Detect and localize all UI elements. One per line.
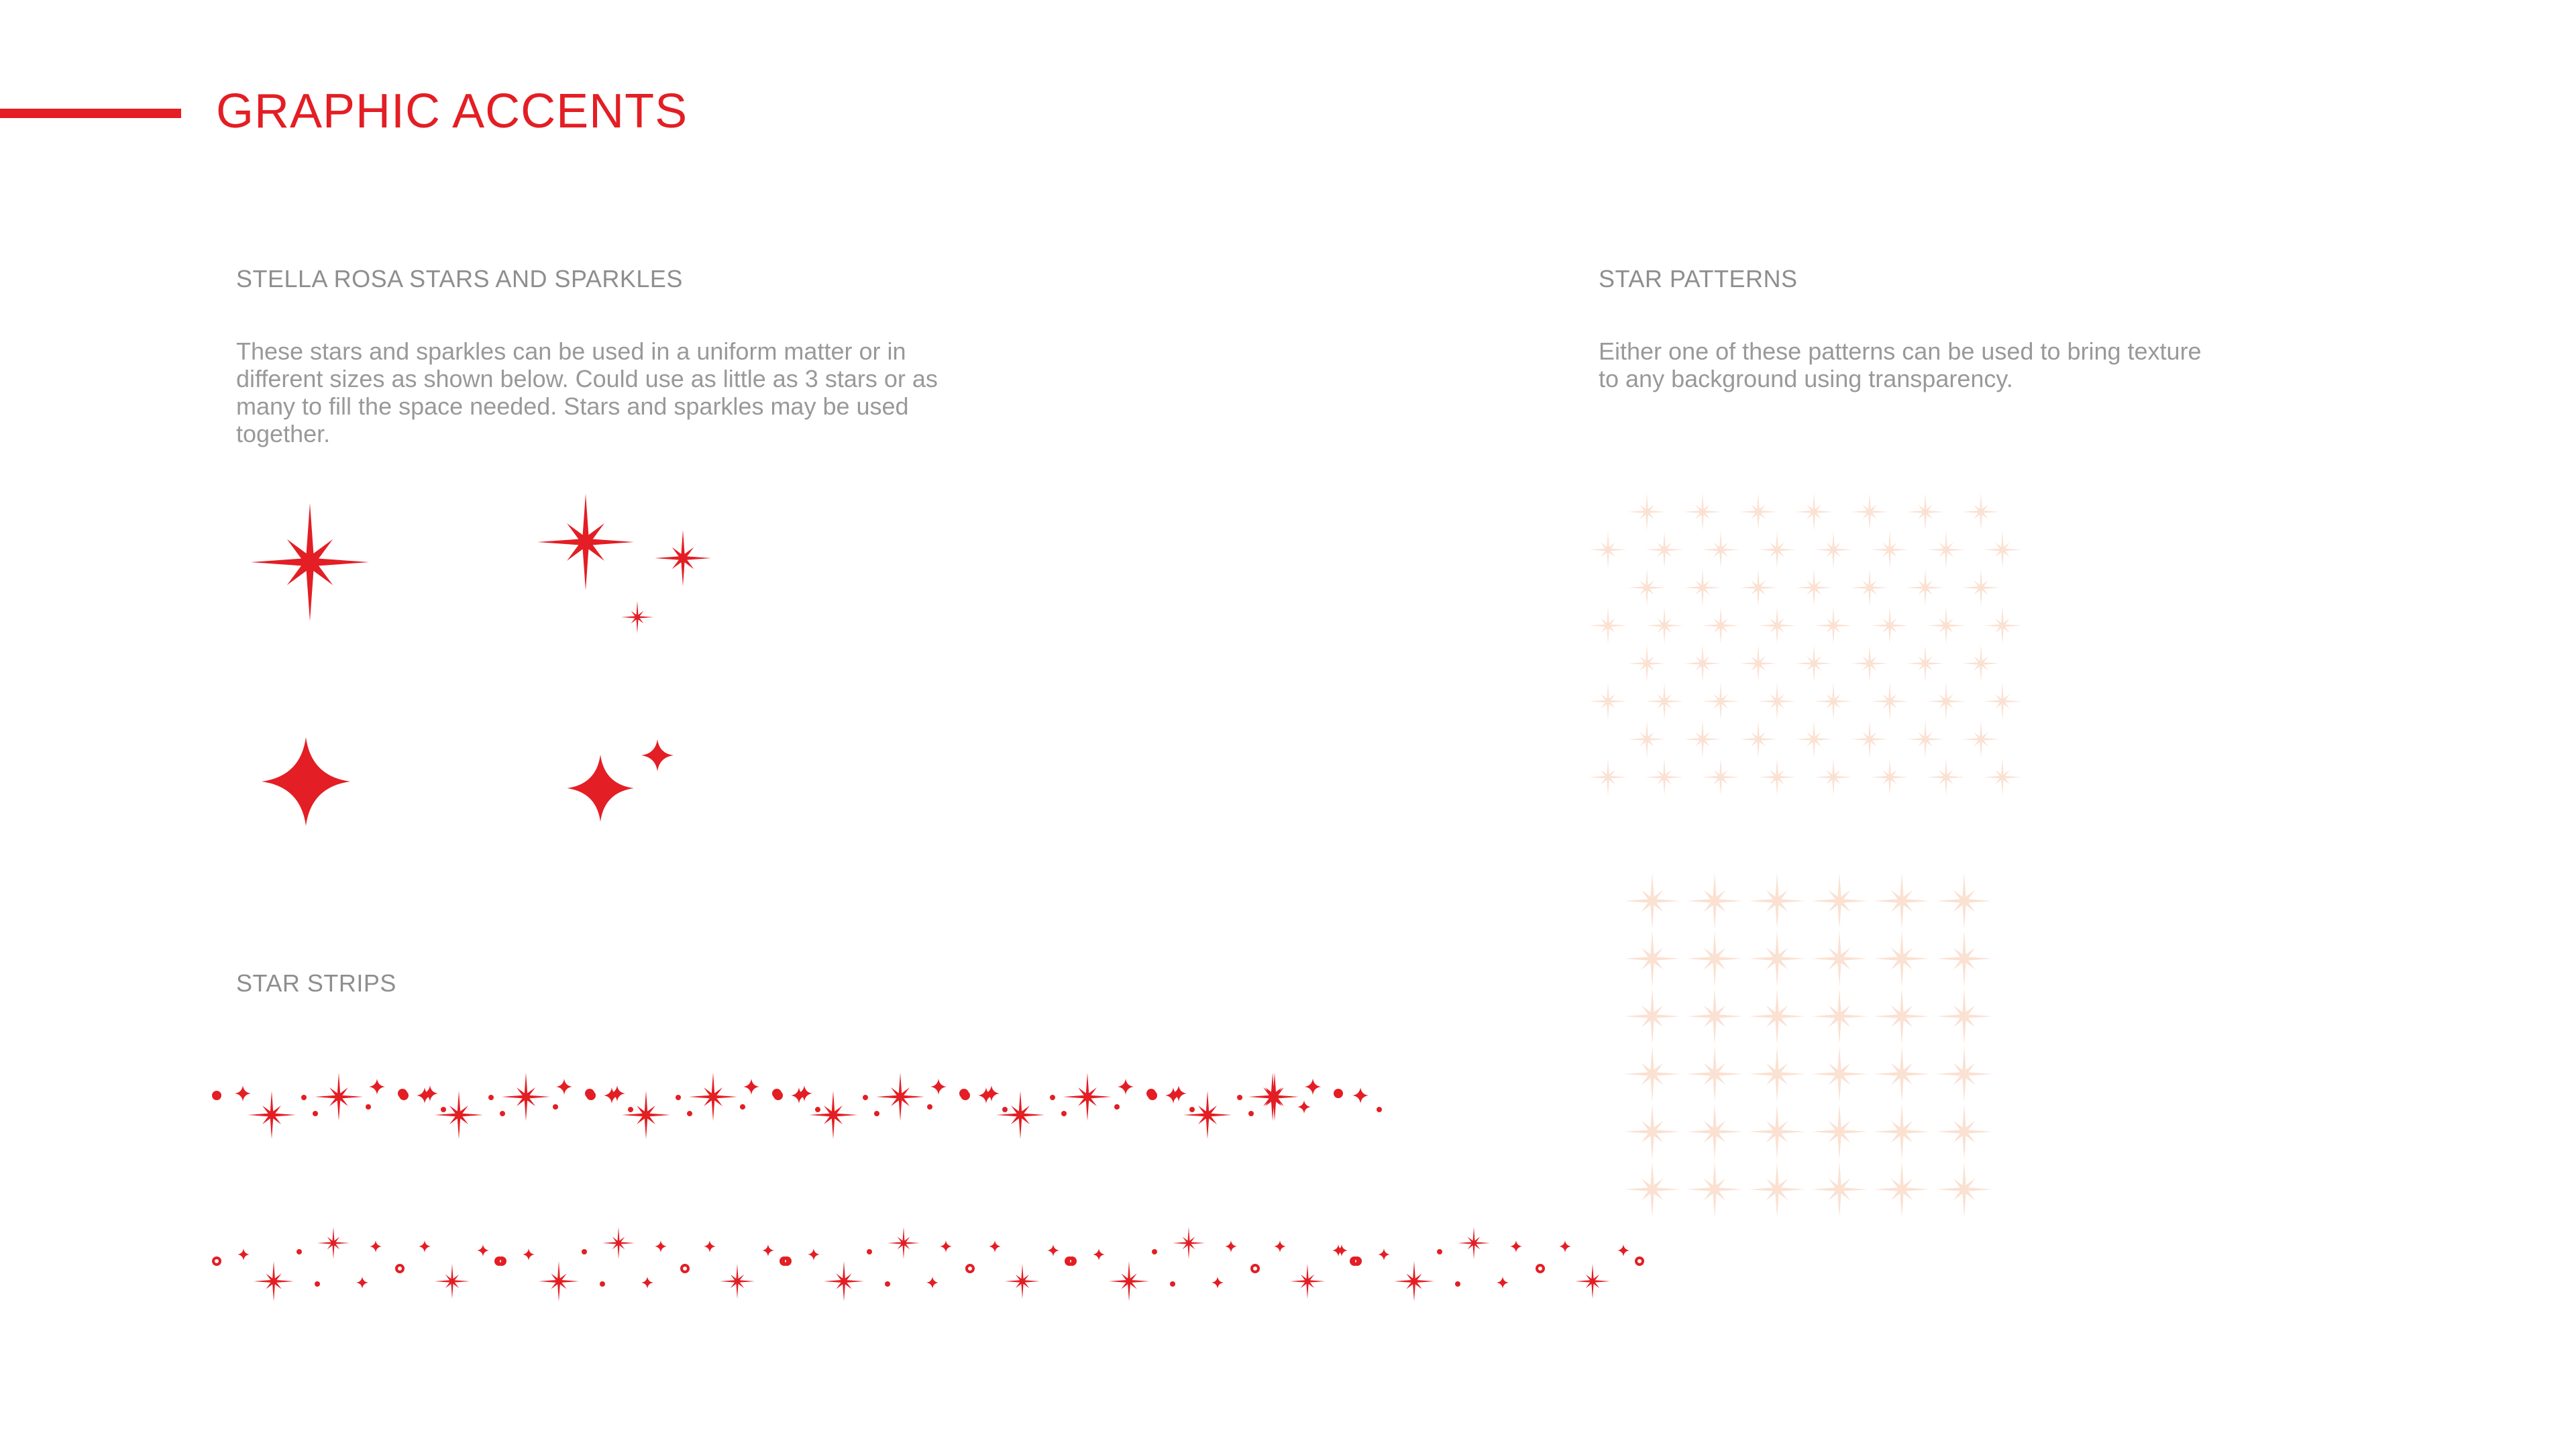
pattern-star-icon (1927, 683, 1965, 720)
dot-icon (399, 1091, 409, 1100)
pattern-star-icon (1749, 873, 1805, 929)
pattern-star-icon (1874, 930, 1930, 987)
star-patterns-description: Either one of these patterns can be used to bring texture to any background using transparency. (1599, 337, 2202, 392)
sparkle-icon (926, 1277, 938, 1289)
dot-icon (628, 1107, 633, 1112)
pattern-star-icon (1962, 720, 2000, 758)
dot-icon (1002, 1107, 1008, 1112)
star-icon (435, 1091, 483, 1139)
pattern-star-icon (1686, 930, 1743, 987)
pattern-star-icon (1628, 720, 1666, 758)
pattern-star-icon (1702, 683, 1739, 720)
pattern-star-icon (1936, 1046, 1992, 1102)
dot-icon (1189, 1107, 1195, 1112)
pattern-star-icon (1907, 720, 1944, 758)
pattern-star-icon (1628, 569, 1666, 606)
pattern-star-icon (1628, 493, 1666, 531)
sparkle-icon (1352, 1087, 1368, 1104)
pattern-star-icon (1749, 1161, 1805, 1218)
dot-icon (586, 1091, 596, 1100)
pattern-star-icon (1851, 645, 1888, 682)
sparkle-icon (641, 739, 674, 771)
sparkle-icon (356, 1277, 368, 1289)
pattern-star-icon (1795, 493, 1833, 531)
dot-icon (301, 1095, 307, 1100)
star-icon (1394, 1261, 1434, 1301)
pattern-star-icon (1874, 988, 1930, 1044)
sparkle-icon (641, 1277, 653, 1289)
pattern-star-icon (1624, 873, 1680, 929)
page-title: GRAPHIC ACCENTS (216, 85, 688, 138)
star-icon (888, 1227, 920, 1259)
pattern-star-icon (1646, 683, 1683, 720)
star-icon (539, 1261, 579, 1301)
sparkle-examples-group (262, 737, 674, 826)
pattern-star-icon (1962, 569, 2000, 606)
pattern-star-icon (1758, 531, 1796, 569)
pattern-star-icon (1749, 988, 1805, 1044)
star-icon (622, 1091, 670, 1139)
sparkle-icon (1225, 1240, 1237, 1252)
star-icon (1005, 1264, 1040, 1299)
sparkle-icon (1212, 1277, 1224, 1289)
sparkle-icon (1093, 1248, 1105, 1260)
sparkle-icon (989, 1240, 1001, 1252)
star-icon (317, 1227, 350, 1259)
star-icon (1575, 1264, 1610, 1299)
dot-icon (1248, 1111, 1254, 1116)
pattern-star-icon (1758, 759, 1796, 796)
sparkle-icon (1559, 1240, 1571, 1252)
sparkle-icon (1336, 1244, 1348, 1256)
pattern-star-icon (1749, 930, 1805, 987)
pattern-star-icon (1851, 720, 1888, 758)
star-icon (248, 1091, 296, 1139)
pattern-star-icon (1811, 1046, 1868, 1102)
sparkle-icon (419, 1240, 431, 1252)
star-pattern-1 (1589, 493, 2021, 796)
pattern-star-icon (1936, 1104, 1992, 1160)
pattern-star-icon (1702, 607, 1739, 645)
star-icon (1063, 1073, 1112, 1121)
dot-icon (441, 1107, 446, 1112)
star-examples-group (251, 494, 711, 633)
pattern-star-icon (1811, 1104, 1868, 1160)
sparkle-icon (477, 1244, 489, 1256)
dot-icon (1237, 1095, 1242, 1100)
stars-sparkles-heading: STELLA ROSA STARS AND SPARKLES (236, 265, 683, 292)
pattern-star-icon (1795, 720, 1833, 758)
pattern-star-icon (1815, 607, 1852, 645)
pattern-star-icon (1936, 930, 1992, 987)
dot-icon (815, 1107, 820, 1112)
star-strip-1 (212, 1073, 1382, 1139)
sparkle-icon (1617, 1244, 1629, 1256)
pattern-star-icon (1851, 569, 1888, 606)
pattern-star-icon (1936, 873, 1992, 929)
pattern-star-icon (1851, 493, 1888, 531)
pattern-star-icon (1589, 683, 1627, 720)
sparkle-icon (1378, 1248, 1390, 1260)
pattern-star-icon (1871, 759, 1909, 796)
dot-icon (313, 1111, 318, 1116)
dot-icon (315, 1281, 320, 1287)
pattern-star-icon (1686, 1161, 1743, 1218)
pattern-star-icon (1795, 569, 1833, 606)
pattern-star-icon (1624, 988, 1680, 1044)
dot-icon (488, 1095, 494, 1100)
star-strip-2 (213, 1227, 1643, 1301)
dot-icon (1437, 1249, 1442, 1254)
dot-icon (297, 1249, 302, 1254)
star-icon (655, 530, 711, 586)
pattern-star-icon (1984, 607, 2021, 645)
star-icon (1109, 1261, 1149, 1301)
dot-icon (600, 1281, 605, 1287)
star-icon (809, 1091, 857, 1139)
pattern-star-icon (1936, 988, 1992, 1044)
pattern-star-icon (1936, 1161, 1992, 1218)
star-icon (254, 1261, 294, 1301)
star-icon (435, 1264, 470, 1299)
pattern-star-icon (1962, 645, 2000, 682)
sparkle-icon (930, 1079, 947, 1095)
dot-icon (1377, 1107, 1382, 1112)
pattern-star-icon (1624, 930, 1680, 987)
sparkle-icon (237, 1248, 250, 1260)
pattern-star-icon (1684, 720, 1721, 758)
dot-icon (885, 1281, 890, 1287)
pattern-star-icon (1815, 683, 1852, 720)
sparkle-icon (1274, 1240, 1286, 1252)
pattern-star-icon (1624, 1046, 1680, 1102)
dot-icon (1114, 1104, 1120, 1110)
star-icon (315, 1073, 363, 1121)
pattern-star-icon (1686, 873, 1743, 929)
star-icon (1173, 1227, 1205, 1259)
sparkle-icon (262, 737, 350, 826)
pattern-star-icon (1684, 569, 1721, 606)
ring-icon (1252, 1265, 1258, 1272)
star-icon (502, 1073, 550, 1121)
pattern-star-icon (1702, 531, 1739, 569)
dot-icon (1061, 1111, 1067, 1116)
star-icon (1458, 1227, 1490, 1259)
pattern-star-icon (1874, 1104, 1930, 1160)
pattern-star-icon (1795, 645, 1833, 682)
dot-icon (366, 1104, 371, 1110)
pattern-star-icon (1811, 1161, 1868, 1218)
sparkle-icon (940, 1240, 952, 1252)
pattern-star-icon (1907, 645, 1944, 682)
dot-icon (773, 1091, 783, 1100)
pattern-star-icon (1758, 683, 1796, 720)
star-icon (1183, 1091, 1232, 1139)
sparkle-icon (523, 1248, 535, 1260)
dot-icon (553, 1104, 558, 1110)
pattern-star-icon (1871, 683, 1909, 720)
pattern-star-icon (1646, 759, 1683, 796)
sparkle-icon (655, 1240, 667, 1252)
pattern-star-icon (1739, 569, 1777, 606)
dot-icon (740, 1104, 745, 1110)
star-icon (1248, 1073, 1297, 1121)
dot-icon (874, 1111, 879, 1116)
pattern-star-icon (1739, 645, 1777, 682)
pattern-star-icon (1907, 493, 1944, 531)
ring-icon (1537, 1265, 1544, 1272)
ring-icon (396, 1265, 403, 1272)
dot-icon (500, 1111, 505, 1116)
sparkle-icon (1497, 1277, 1509, 1289)
pattern-star-icon (1984, 759, 2021, 796)
pattern-star-icon (1739, 493, 1777, 531)
pattern-star-icon (1811, 930, 1868, 987)
star-icon (996, 1091, 1044, 1139)
star-icon (689, 1073, 737, 1121)
star-icon (1290, 1264, 1325, 1299)
dot-icon (1455, 1281, 1460, 1287)
pattern-star-icon (1871, 531, 1909, 569)
pattern-star-icon (1684, 493, 1721, 531)
sparkle-icon (704, 1240, 716, 1252)
pattern-star-icon (1871, 607, 1909, 645)
pattern-star-icon (1815, 531, 1852, 569)
sparkle-icon (1118, 1079, 1134, 1095)
star-icon (621, 601, 653, 633)
pattern-star-icon (1811, 873, 1868, 929)
sparkle-icon (1297, 1100, 1311, 1114)
dot-icon (1050, 1095, 1055, 1100)
star-icon (824, 1261, 864, 1301)
pattern-star-icon (1749, 1104, 1805, 1160)
dot-icon (1170, 1281, 1175, 1287)
sparkle-icon (808, 1248, 820, 1260)
sparkle-icon (762, 1244, 774, 1256)
dot-icon (687, 1111, 692, 1116)
sparkle-icon (370, 1240, 382, 1252)
star-strips-heading: STAR STRIPS (236, 969, 396, 997)
sparkle-icon (1510, 1240, 1522, 1252)
dot-icon (582, 1249, 587, 1254)
pattern-star-icon (1589, 759, 1627, 796)
star-icon (537, 494, 634, 590)
pattern-star-icon (1815, 759, 1852, 796)
sparkle-icon (235, 1085, 251, 1102)
pattern-star-icon (1589, 607, 1627, 645)
pattern-star-icon (1984, 531, 2021, 569)
pattern-star-icon (1686, 1104, 1743, 1160)
pattern-star-icon (1749, 1046, 1805, 1102)
sparkle-icon (369, 1079, 385, 1095)
pattern-star-icon (1686, 988, 1743, 1044)
pattern-star-icon (1589, 531, 1627, 569)
sparkle-icon (743, 1079, 759, 1095)
pattern-star-icon (1984, 683, 2021, 720)
pattern-star-icon (1874, 873, 1930, 929)
pattern-star-icon (1927, 531, 1965, 569)
ring-icon (682, 1265, 688, 1272)
pattern-star-icon (1927, 607, 1965, 645)
star-icon (602, 1227, 635, 1259)
star-pattern-2 (1624, 873, 1992, 1218)
pattern-star-icon (1646, 607, 1683, 645)
pattern-star-icon (1927, 759, 1965, 796)
pattern-star-icon (1624, 1104, 1680, 1160)
pattern-star-icon (1874, 1161, 1930, 1218)
dot-icon (1148, 1091, 1157, 1100)
pattern-star-icon (1686, 1046, 1743, 1102)
pattern-star-icon (1758, 607, 1796, 645)
pattern-star-icon (1702, 759, 1739, 796)
dot-icon (212, 1091, 221, 1100)
pattern-star-icon (1811, 988, 1868, 1044)
stars-sparkles-description: These stars and sparkles can be used in a uniform matter or in different sizes as shown below. Could use as little as 3 stars or as many to fill the space needed. Stars and sparkles may be used together. (236, 337, 938, 447)
dot-icon (867, 1249, 872, 1254)
sparkle-icon (1305, 1079, 1321, 1095)
dot-icon (1152, 1249, 1157, 1254)
sparkle-icon (567, 755, 634, 822)
pattern-star-icon (1907, 569, 1944, 606)
star-icon (251, 503, 369, 621)
pattern-star-icon (1962, 493, 2000, 531)
ring-icon (967, 1265, 973, 1272)
pattern-star-icon (1874, 1046, 1930, 1102)
ring-icon (1636, 1258, 1643, 1265)
pattern-star-icon (1628, 645, 1666, 682)
star-patterns-heading: STAR PATTERNS (1599, 265, 1798, 292)
dot-icon (863, 1095, 868, 1100)
dot-icon (676, 1095, 681, 1100)
sparkle-icon (556, 1079, 572, 1095)
pattern-star-icon (1684, 645, 1721, 682)
sparkle-icon (1047, 1244, 1059, 1256)
star-icon (720, 1264, 755, 1299)
pattern-star-icon (1739, 720, 1777, 758)
pattern-star-icon (1646, 531, 1683, 569)
dot-icon (927, 1104, 932, 1110)
ring-icon (213, 1258, 220, 1265)
pattern-star-icon (1624, 1161, 1680, 1218)
dot-icon (1334, 1089, 1343, 1098)
dot-icon (961, 1091, 970, 1100)
star-icon (876, 1073, 924, 1121)
